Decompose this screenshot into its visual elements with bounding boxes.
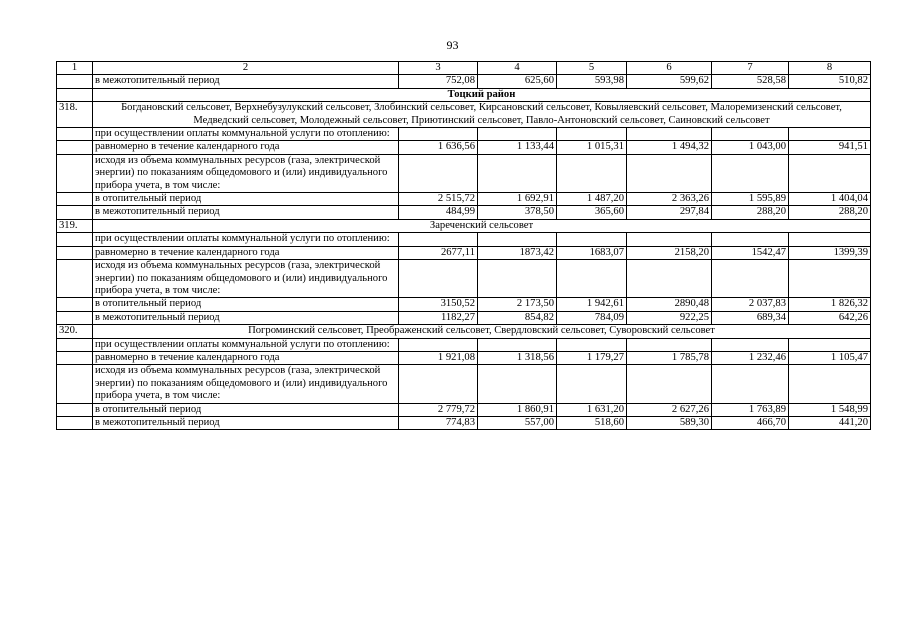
value-cell: 2 363,26 [627,193,712,206]
value-cell: 2 779,72 [399,403,478,416]
value-cell: 378,50 [478,206,557,219]
table-row [57,311,871,324]
value-cell [627,233,712,246]
row-label: при осуществлении оплаты коммунальной услуги по отоплению: [93,233,399,246]
row-label: исходя из объема коммунальных ресурсов (газа, электрической энергии) по показаниям общедомового и (или) индивидуального прибора учета, в том числе: [93,365,399,403]
value-cell: 557,00 [478,416,557,429]
value-cell: 3150,52 [399,298,478,311]
table-row [57,75,871,88]
header-cell: 5 [557,62,627,75]
section-number: 318. [57,102,93,128]
table-row [57,338,871,351]
table-row [57,246,871,259]
district-row [57,88,871,101]
value-cell: 2 627,26 [627,403,712,416]
value-cell: 1 763,89 [712,403,789,416]
value-cell [789,233,871,246]
value-cell: 1 232,46 [712,351,789,364]
value-cell: 2677,11 [399,246,478,259]
value-cell: 1 595,89 [712,193,789,206]
value-cell: 1399,39 [789,246,871,259]
value-cell [627,128,712,141]
value-cell: 599,62 [627,75,712,88]
row-label: в отопительный период [93,193,399,206]
district-title: Тоцкий район [93,88,871,101]
table-row [57,260,871,298]
value-cell: 854,82 [478,311,557,324]
table-row [57,141,871,154]
table-row [57,193,871,206]
section-header-row [57,219,871,232]
value-cell: 1 494,32 [627,141,712,154]
value-cell: 774,83 [399,416,478,429]
row-label: равномерно в течение календарного года [93,351,399,364]
value-cell: 1 785,78 [627,351,712,364]
value-cell [478,233,557,246]
value-cell: 1873,42 [478,246,557,259]
row-label: в межотопительный период [93,311,399,324]
section-title: Погроминский сельсовет, Преображенский сельсовет, Свердловский сельсовет, Суворовский сельсовет [93,325,871,338]
value-cell [478,128,557,141]
value-cell [399,154,478,192]
value-cell [557,233,627,246]
value-cell [627,365,712,403]
value-cell [789,128,871,141]
table-row [57,416,871,429]
value-cell [478,338,557,351]
section-number: 320. [57,325,93,338]
header-cell: 6 [627,62,712,75]
value-cell [557,365,627,403]
value-cell [399,338,478,351]
header-cell: 3 [399,62,478,75]
value-cell: 922,25 [627,311,712,324]
value-cell [478,365,557,403]
value-cell: 297,84 [627,206,712,219]
row-label: при осуществлении оплаты коммунальной услуги по отоплению: [93,128,399,141]
row-label: в отопительный период [93,403,399,416]
row-label: в межотопительный период [93,75,399,88]
value-cell: 1 826,32 [789,298,871,311]
value-cell: 752,08 [399,75,478,88]
value-cell: 1 548,99 [789,403,871,416]
value-cell: 2158,20 [627,246,712,259]
value-cell [712,233,789,246]
value-cell: 1 404,04 [789,193,871,206]
value-cell [557,128,627,141]
tariff-table [56,61,871,430]
value-cell [557,260,627,298]
value-cell [478,154,557,192]
value-cell: 288,20 [789,206,871,219]
value-cell: 625,60 [478,75,557,88]
value-cell: 1683,07 [557,246,627,259]
header-cell: 4 [478,62,557,75]
value-cell [399,233,478,246]
value-cell: 784,09 [557,311,627,324]
row-label: равномерно в течение календарного года [93,141,399,154]
section-title: Богдановский сельсовет, Верхнебузулукский сельсовет, Злобинский сельсовет, Кирсановский сельсовет, Ковыляевский сельсовет, Малоремизенский сельсовет, Медведский сельсовет, Молодежный сельсовет, Приютинский сельсовет, Павло-Антоновский сельсовет, Саиновский сельсовет [93,102,871,128]
value-cell: 589,30 [627,416,712,429]
value-cell: 1182,27 [399,311,478,324]
value-cell: 1542,47 [712,246,789,259]
header-cell: 8 [789,62,871,75]
row-label: в межотопительный период [93,416,399,429]
value-cell: 484,99 [399,206,478,219]
row-label: при осуществлении оплаты коммунальной услуги по отоплению: [93,338,399,351]
value-cell [712,154,789,192]
value-cell [627,260,712,298]
section-header-row [57,102,871,128]
value-cell [399,128,478,141]
value-cell: 1 179,27 [557,351,627,364]
value-cell [712,365,789,403]
row-label: исходя из объема коммунальных ресурсов (газа, электрической энергии) по показаниям общедомового и (или) индивидуального прибора учета, в том числе: [93,154,399,192]
value-cell: 365,60 [557,206,627,219]
value-cell [712,260,789,298]
value-cell [712,128,789,141]
value-cell: 1 636,56 [399,141,478,154]
value-cell: 1 015,31 [557,141,627,154]
value-cell: 466,70 [712,416,789,429]
value-cell [789,365,871,403]
value-cell: 2 515,72 [399,193,478,206]
value-cell: 642,26 [789,311,871,324]
value-cell: 1 043,00 [712,141,789,154]
value-cell: 510,82 [789,75,871,88]
value-cell: 1 942,61 [557,298,627,311]
value-cell: 528,58 [712,75,789,88]
section-number: 319. [57,219,93,232]
value-cell: 593,98 [557,75,627,88]
row-label: исходя из объема коммунальных ресурсов (газа, электрической энергии) по показаниям общедомового и (или) индивидуального прибора учета, в том числе: [93,260,399,298]
value-cell: 518,60 [557,416,627,429]
table-row [57,233,871,246]
table-row [57,154,871,192]
value-cell: 1 692,91 [478,193,557,206]
value-cell [627,154,712,192]
value-cell [557,154,627,192]
value-cell [557,338,627,351]
header-cell: 7 [712,62,789,75]
value-cell [789,154,871,192]
value-cell [399,365,478,403]
row-label: в межотопительный период [93,206,399,219]
value-cell [789,338,871,351]
header-row [57,62,871,75]
value-cell: 1 318,56 [478,351,557,364]
value-cell: 1 921,08 [399,351,478,364]
value-cell: 1 487,20 [557,193,627,206]
value-cell: 941,51 [789,141,871,154]
table-row [57,351,871,364]
value-cell: 2 037,83 [712,298,789,311]
table-row [57,206,871,219]
section-header-row [57,325,871,338]
row-label: равномерно в течение календарного года [93,246,399,259]
header-cell: 2 [93,62,399,75]
value-cell [399,260,478,298]
value-cell: 2 173,50 [478,298,557,311]
row-label: в отопительный период [93,298,399,311]
value-cell: 689,34 [712,311,789,324]
table-row [57,298,871,311]
page-number: 93 [446,38,459,52]
value-cell [478,260,557,298]
header-cell: 1 [57,62,93,75]
table-row [57,365,871,403]
value-cell [627,338,712,351]
value-cell: 1 105,47 [789,351,871,364]
table-row [57,128,871,141]
value-cell [789,260,871,298]
table-row [57,403,871,416]
section-title: Зареченский сельсовет [93,219,871,232]
value-cell: 2890,48 [627,298,712,311]
value-cell: 1 631,20 [557,403,627,416]
value-cell: 1 133,44 [478,141,557,154]
value-cell: 441,20 [789,416,871,429]
value-cell [712,338,789,351]
value-cell: 1 860,91 [478,403,557,416]
value-cell: 288,20 [712,206,789,219]
